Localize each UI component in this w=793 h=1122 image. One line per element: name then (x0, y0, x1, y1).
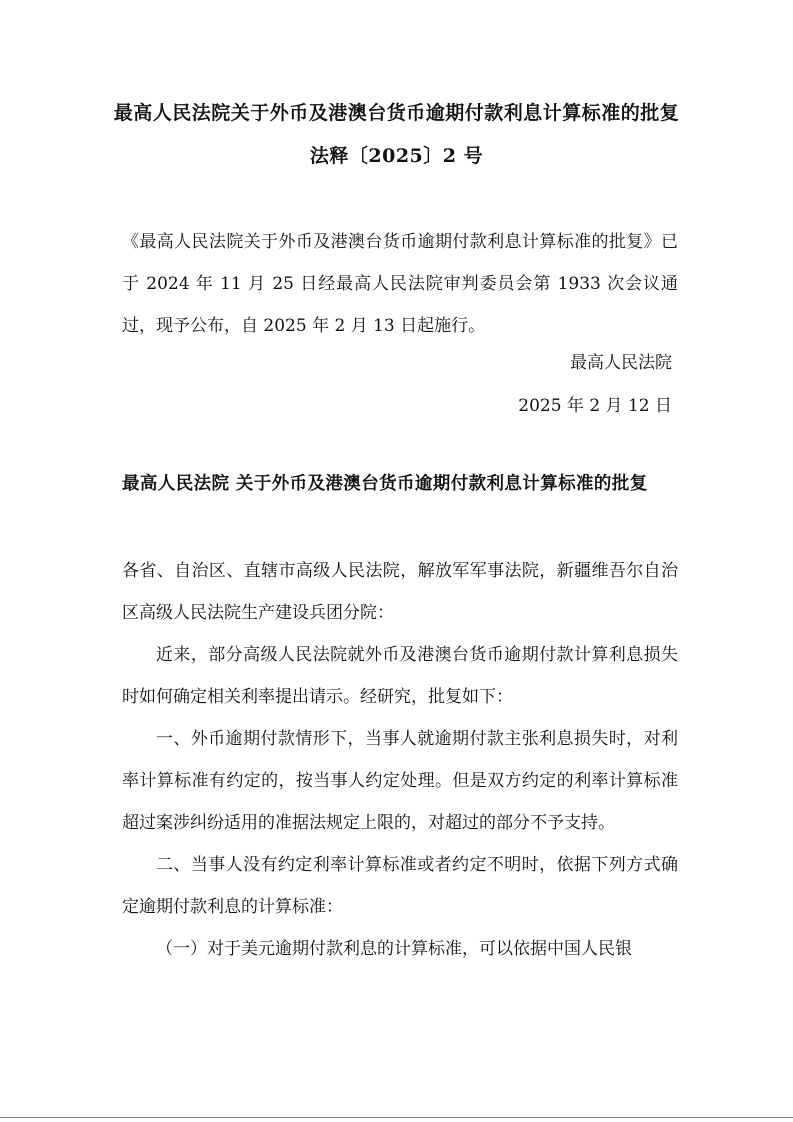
signature-organization: 最高人民法院 (570, 353, 672, 373)
reply-body (122, 550, 678, 970)
document-title: 最高人民法院关于外币及港澳台货币逾期付款利息计算标准的批复 (113, 102, 680, 124)
addressee: 各省、自治区、直辖市高级人民法院，解放军军事法院，新疆维吾尔自治区高级人民法院生产建设兵团分院： (122, 561, 678, 623)
document-number: 法释〔2025〕2 号 (309, 145, 484, 167)
signature-date: 2025 年 2 月 12 日 (518, 396, 672, 416)
reply-title: 最高人民法院 关于外币及港澳台货币逾期付款利息计算标准的批复 (122, 474, 648, 494)
body-paragraph-intro: 近来，部分高级人民法院就外币及港澳台货币逾期付款计算利息损失时如何确定相关利率提出请示。经研究，批复如下： (122, 645, 678, 707)
body-paragraph-1: 一、外币逾期付款情形下，当事人就逾期付款主张利息损失时，对利率计算标准有约定的，按当事人约定处理。但是双方约定的利率计算标准超过案涉纠纷适用的准据法规定上限的，对超过的部分不予支持。 (122, 729, 678, 833)
body-paragraph-2-item-1: （一）对于美元逾期付款利息的计算标准，可以依据中国人民银 (156, 939, 632, 959)
publication-notice: 《最高人民法院关于外币及港澳台货币逾期付款利息计算标准的批复》已于 2024 年 11 月 25 日经最高人民法院审判委员会第 1933 次会议通过，现予公布，自 2025 年 2 月 13 日起施行。 (122, 232, 678, 336)
page-bottom-border (0, 1117, 793, 1118)
body-paragraph-2: 二、当事人没有约定利率计算标准或者约定不明时，依据下列方式确定逾期付款利息的计算标准： (122, 855, 678, 917)
